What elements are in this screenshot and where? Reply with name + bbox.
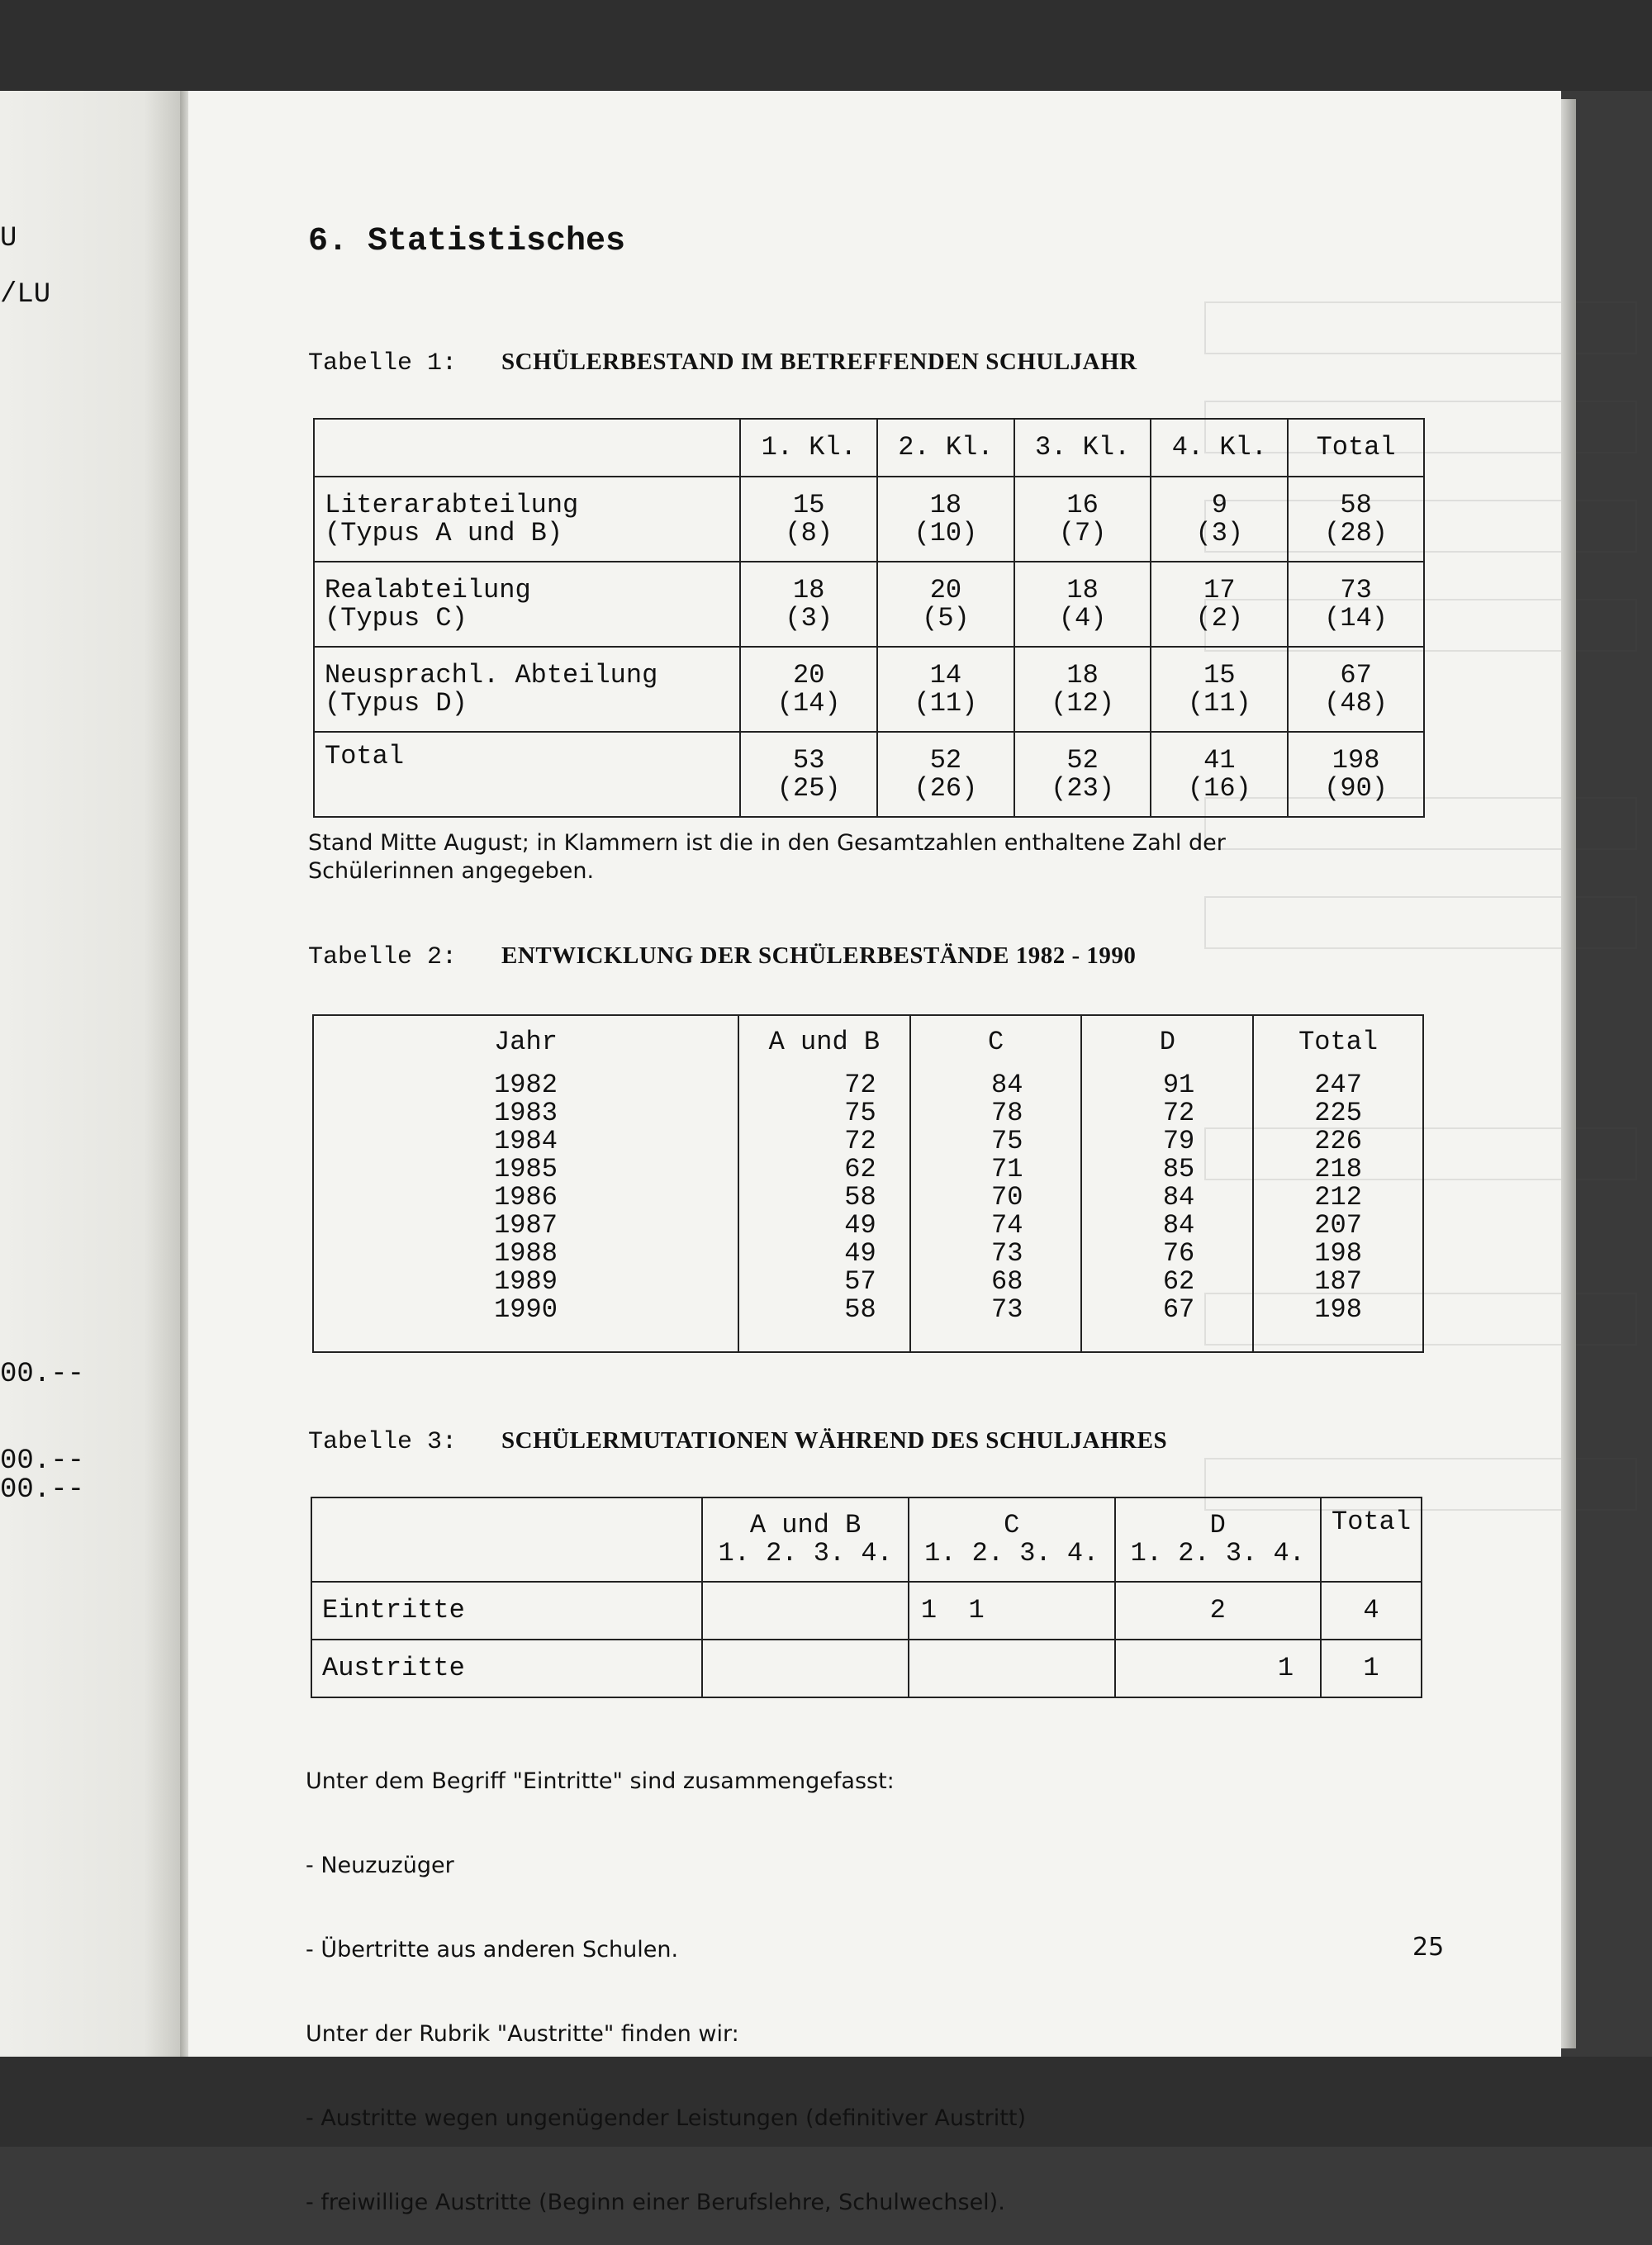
- table2-d-column: [1081, 1063, 1253, 1352]
- notes-line: - Übertritte aus anderen Schulen.: [306, 1937, 679, 1963]
- table1-header-cell: 1. Kl.: [740, 419, 877, 477]
- table1-value: 53: [793, 744, 825, 776]
- table2-caption-label: Tabelle 2:: [308, 943, 458, 971]
- table3-class-subheader: 1. 2. 3. 4.: [1130, 1538, 1305, 1569]
- table1-row-sublabel: (Typus D): [325, 687, 468, 719]
- table1-value: 15: [1203, 659, 1236, 691]
- table1-female-count: (26): [914, 772, 978, 804]
- table1-value: 9: [1211, 489, 1227, 520]
- table3-corner-cell: [311, 1497, 702, 1582]
- table1-value: 41: [1203, 744, 1236, 776]
- table1-value: 73: [1340, 574, 1372, 605]
- table1-total-row: [314, 732, 1424, 817]
- table3-cell: [702, 1640, 909, 1697]
- table2-total-value: 212: [1314, 1182, 1362, 1213]
- table1-note: [308, 829, 1226, 885]
- table1-female-count: (28): [1324, 517, 1388, 548]
- table3-row-label: Eintritte: [311, 1582, 702, 1640]
- table3-cell: [909, 1640, 1115, 1697]
- notes-line: Unter dem Begriff "Eintritte" sind zusammengefasst:: [306, 1768, 895, 1794]
- table2-years-column: [313, 1063, 738, 1352]
- table1-female-count: (23): [1051, 772, 1115, 804]
- table1-value: 18: [929, 489, 962, 520]
- table1-value: 20: [929, 574, 962, 605]
- table2-year: 1982: [494, 1070, 558, 1100]
- left-page-fragment: 00.--: [0, 1474, 85, 1506]
- table2-c-value: 74: [991, 1210, 1023, 1241]
- table1-header-cell: 3. Kl.: [1014, 419, 1151, 477]
- table2-total-column: [1253, 1063, 1423, 1352]
- table2-header-cell: Jahr: [313, 1015, 738, 1063]
- table2-header-cell: Total: [1253, 1015, 1423, 1063]
- table1-female-count: (3): [1195, 517, 1244, 548]
- table2-ab-value: 58: [844, 1182, 876, 1213]
- table2-caption-title: ENTWICKLUNG DER SCHÜLERBESTÄNDE 1982 - 1990: [501, 942, 1137, 969]
- table2-total-value: 225: [1314, 1098, 1362, 1128]
- table1-value: 14: [929, 659, 962, 691]
- table3-cell: 1: [1115, 1640, 1322, 1697]
- table2-d-value: 67: [1162, 1294, 1195, 1325]
- table1-female-count: (14): [776, 687, 841, 719]
- table3: [311, 1497, 1422, 1698]
- table2-total-value: 207: [1314, 1210, 1362, 1241]
- table1-header-cell: 4. Kl.: [1151, 419, 1288, 477]
- table2-c-value: 75: [991, 1126, 1023, 1156]
- table1-row: [314, 562, 1424, 647]
- table1-row-label: Neusprachl. Abteilung: [325, 659, 658, 691]
- table3-caption-title: SCHÜLERMUTATIONEN WÄHREND DES SCHULJAHRES: [501, 1427, 1168, 1454]
- scan-background-top: [0, 0, 1652, 91]
- table2-c-value: 73: [991, 1238, 1023, 1269]
- book-spine: [180, 91, 188, 2057]
- table3-caption-label: Tabelle 3:: [308, 1428, 458, 1456]
- table2-d-value: 76: [1162, 1238, 1195, 1269]
- table2-d-value: 72: [1162, 1098, 1195, 1128]
- table1-note-line: Schülerinnen angegeben.: [308, 858, 595, 884]
- table1-value: 198: [1332, 744, 1380, 776]
- table1-value: 16: [1066, 489, 1099, 520]
- table2-year: 1989: [494, 1266, 558, 1297]
- table1: [313, 418, 1425, 818]
- table2-ab-value: 58: [844, 1294, 876, 1325]
- table3-group-header: C: [1004, 1510, 1020, 1540]
- table2-ab-value: 57: [844, 1266, 876, 1297]
- table1-value: 15: [793, 489, 825, 520]
- table2-ab-value: 49: [844, 1210, 876, 1241]
- table2-year: 1985: [494, 1154, 558, 1184]
- table2-caption: [308, 942, 1136, 971]
- table2-year: 1983: [494, 1098, 558, 1128]
- table1-value: 18: [1066, 574, 1099, 605]
- table3-row-label: Austritte: [311, 1640, 702, 1697]
- table2-c-value: 70: [991, 1182, 1023, 1213]
- table2-d-value: 91: [1162, 1070, 1195, 1100]
- table2-d-value: 79: [1162, 1126, 1195, 1156]
- table1-female-count: (4): [1058, 602, 1107, 634]
- table1-caption-label: Tabelle 1:: [308, 349, 458, 377]
- table1-female-count: (5): [922, 602, 970, 634]
- table2-total-value: 226: [1314, 1126, 1362, 1156]
- table2-d-value: 84: [1162, 1182, 1195, 1213]
- table2-c-value: 78: [991, 1098, 1023, 1128]
- table2-c-value: 84: [991, 1070, 1023, 1100]
- table2-ab-value: 62: [844, 1154, 876, 1184]
- table3-cell: 1 1: [909, 1582, 1115, 1640]
- table1-female-count: (10): [914, 517, 978, 548]
- definition-notes: [306, 1711, 1026, 2245]
- table1-female-count: (11): [914, 687, 978, 719]
- table1-note-line: Stand Mitte August; in Klammern ist die in den Gesamtzahlen enthaltene Zahl der: [308, 830, 1226, 856]
- table2-total-value: 247: [1314, 1070, 1362, 1100]
- table2-year: 1987: [494, 1210, 558, 1241]
- table3-group-header: A und B: [749, 1510, 862, 1540]
- table1-female-count: (90): [1324, 772, 1388, 804]
- left-page-fragment: U: [0, 223, 17, 254]
- table1-female-count: (11): [1187, 687, 1251, 719]
- table2-header-cell: D: [1081, 1015, 1253, 1063]
- table2-c-value: 68: [991, 1266, 1023, 1297]
- table2-year: 1984: [494, 1126, 558, 1156]
- section-title: 6. Statistisches: [308, 223, 626, 260]
- table2-total-value: 198: [1314, 1294, 1362, 1325]
- table1-header-row: [314, 419, 1424, 477]
- table2-header-row: [313, 1015, 1423, 1063]
- table3-group-header: D: [1209, 1510, 1226, 1540]
- table3-row-eintritte: [311, 1582, 1422, 1640]
- table3-cell: [702, 1582, 909, 1640]
- table3-row-austritte: [311, 1640, 1422, 1697]
- table2-ab-column: [738, 1063, 910, 1352]
- table2-c-value: 73: [991, 1294, 1023, 1325]
- table1-female-count: (48): [1324, 687, 1388, 719]
- table1-row: [314, 647, 1424, 732]
- table2-d-value: 62: [1162, 1266, 1195, 1297]
- table1-value: 18: [793, 574, 825, 605]
- table2-year: 1986: [494, 1182, 558, 1213]
- notes-line: Unter der Rubrik "Austritte" finden wir:: [306, 2021, 739, 2047]
- table2-d-value: 84: [1162, 1210, 1195, 1241]
- table2-header-cell: A und B: [738, 1015, 910, 1063]
- table1-female-count: (2): [1195, 602, 1244, 634]
- left-page-fragment: 00.--: [0, 1445, 85, 1477]
- table1-caption-title: SCHÜLERBESTAND IM BETREFFENDEN SCHULJAHR: [501, 349, 1137, 375]
- table3-cell: 2: [1115, 1582, 1322, 1640]
- table3-cell-total: 4: [1321, 1582, 1422, 1640]
- table1-value: 58: [1340, 489, 1372, 520]
- table2-year: 1990: [494, 1294, 558, 1325]
- notes-line: - freiwillige Austritte (Beginn einer Berufslehre, Schulwechsel).: [306, 2190, 1005, 2215]
- table2-ab-value: 75: [844, 1098, 876, 1128]
- table1-value: 18: [1066, 659, 1099, 691]
- table1-value: 67: [1340, 659, 1372, 691]
- notes-line: - Austritte wegen ungenügender Leistungen (definitiver Austritt): [306, 2105, 1026, 2131]
- table3-cell-total: 1: [1321, 1640, 1422, 1697]
- page-number: 25: [1412, 1933, 1445, 1962]
- table1-row-label: Literarabteilung: [325, 489, 579, 520]
- left-page: [0, 91, 180, 2057]
- table3-caption: [308, 1427, 1167, 1456]
- table1-value: 20: [793, 659, 825, 691]
- table3-class-subheader: 1. 2. 3. 4.: [718, 1538, 893, 1569]
- table1-female-count: (8): [785, 517, 833, 548]
- table3-class-subheader: 1. 2. 3. 4.: [924, 1538, 1099, 1569]
- table2-c-value: 71: [991, 1154, 1023, 1184]
- table1-female-count: (3): [785, 602, 833, 634]
- table1-female-count: (7): [1058, 517, 1107, 548]
- table1-value: 17: [1203, 574, 1236, 605]
- table2-total-value: 187: [1314, 1266, 1362, 1297]
- table2-total-value: 218: [1314, 1154, 1362, 1184]
- table2-ab-value: 72: [844, 1126, 876, 1156]
- table1-caption: [308, 349, 1137, 377]
- table1-header-cell: 2. Kl.: [877, 419, 1014, 477]
- table3-total-header: Total: [1321, 1497, 1422, 1582]
- table1-header-cell: Total: [1288, 419, 1424, 477]
- table2-ab-value: 72: [844, 1070, 876, 1100]
- table2-year: 1988: [494, 1238, 558, 1269]
- table1-female-count: (16): [1187, 772, 1251, 804]
- table1-row-label: Total: [325, 741, 405, 771]
- notes-line: - Neuzuzüger: [306, 1853, 454, 1878]
- table2-d-value: 85: [1162, 1154, 1195, 1184]
- table1-value: 52: [1066, 744, 1099, 776]
- table1-row-sublabel: (Typus A und B): [325, 517, 563, 548]
- table2-header-cell: C: [910, 1015, 1082, 1063]
- left-page-fragment: 00.--: [0, 1359, 85, 1390]
- table1-female-count: (25): [776, 772, 841, 804]
- table2-body-row: [313, 1063, 1423, 1352]
- page-edge: [1561, 99, 1576, 2048]
- table3-header-row: [311, 1497, 1422, 1582]
- table1-value: 52: [929, 744, 962, 776]
- left-page-fragment: /LU: [0, 279, 51, 311]
- table1-corner-cell: [314, 419, 740, 477]
- table2: [312, 1014, 1424, 1353]
- table2-c-column: [910, 1063, 1082, 1352]
- table1-female-count: (12): [1051, 687, 1115, 719]
- table2-total-value: 198: [1314, 1238, 1362, 1269]
- table2-ab-value: 49: [844, 1238, 876, 1269]
- table1-row-label: Realabteilung: [325, 574, 531, 605]
- table1-row-sublabel: (Typus C): [325, 602, 468, 634]
- table1-row: [314, 477, 1424, 562]
- table1-female-count: (14): [1324, 602, 1388, 634]
